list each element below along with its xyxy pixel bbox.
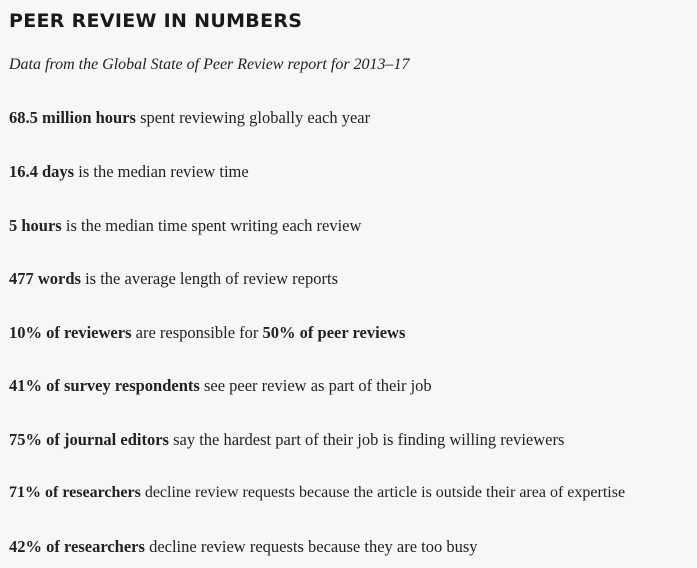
stat-highlight: 75% of journal editors [9, 430, 169, 449]
stat-report-length [9, 269, 338, 289]
stat-decline-busy [9, 537, 478, 557]
stat-text: decline review requests because they are too busy [144, 537, 478, 556]
stat-text: say the hardest part of their job is finding willing reviewers [168, 430, 565, 449]
stat-highlight: 71% of researchers [9, 484, 141, 501]
stat-writing-time [9, 216, 361, 236]
stat-highlight: 5 hours [9, 216, 62, 235]
stat-text: is the average length of review reports [80, 269, 338, 288]
stat-highlight: 42% of researchers [9, 537, 145, 556]
stat-text: are responsible for [131, 323, 263, 342]
stat-highlight: 68.5 million hours [9, 108, 136, 127]
stat-text: see peer review as part of their job [199, 376, 432, 395]
stat-decline-expertise [9, 484, 625, 502]
stat-survey-respondents [9, 376, 432, 396]
stat-text: decline review requests because the article is outside their area of expertise [140, 484, 626, 501]
page-title: PEER REVIEW IN NUMBERS [9, 10, 303, 32]
page-subtitle: Data from the Global State of Peer Review report for 2013–17 [9, 56, 410, 73]
stat-highlight: 16.4 days [9, 162, 75, 181]
stat-median-review-time [9, 162, 249, 182]
stat-review-hours [9, 108, 370, 128]
stat-journal-editors [9, 430, 564, 450]
stat-highlight: 10% of reviewers [9, 323, 132, 342]
stat-highlight: 477 words [9, 269, 81, 288]
stat-highlight-secondary: 50% of peer reviews [262, 323, 406, 342]
stat-text: spent reviewing globally each year [135, 108, 371, 127]
stat-highlight: 41% of survey respondents [9, 376, 200, 395]
stat-text: is the median time spent writing each review [61, 216, 362, 235]
stat-text: is the median review time [74, 162, 249, 181]
stat-reviewer-share [9, 323, 405, 343]
